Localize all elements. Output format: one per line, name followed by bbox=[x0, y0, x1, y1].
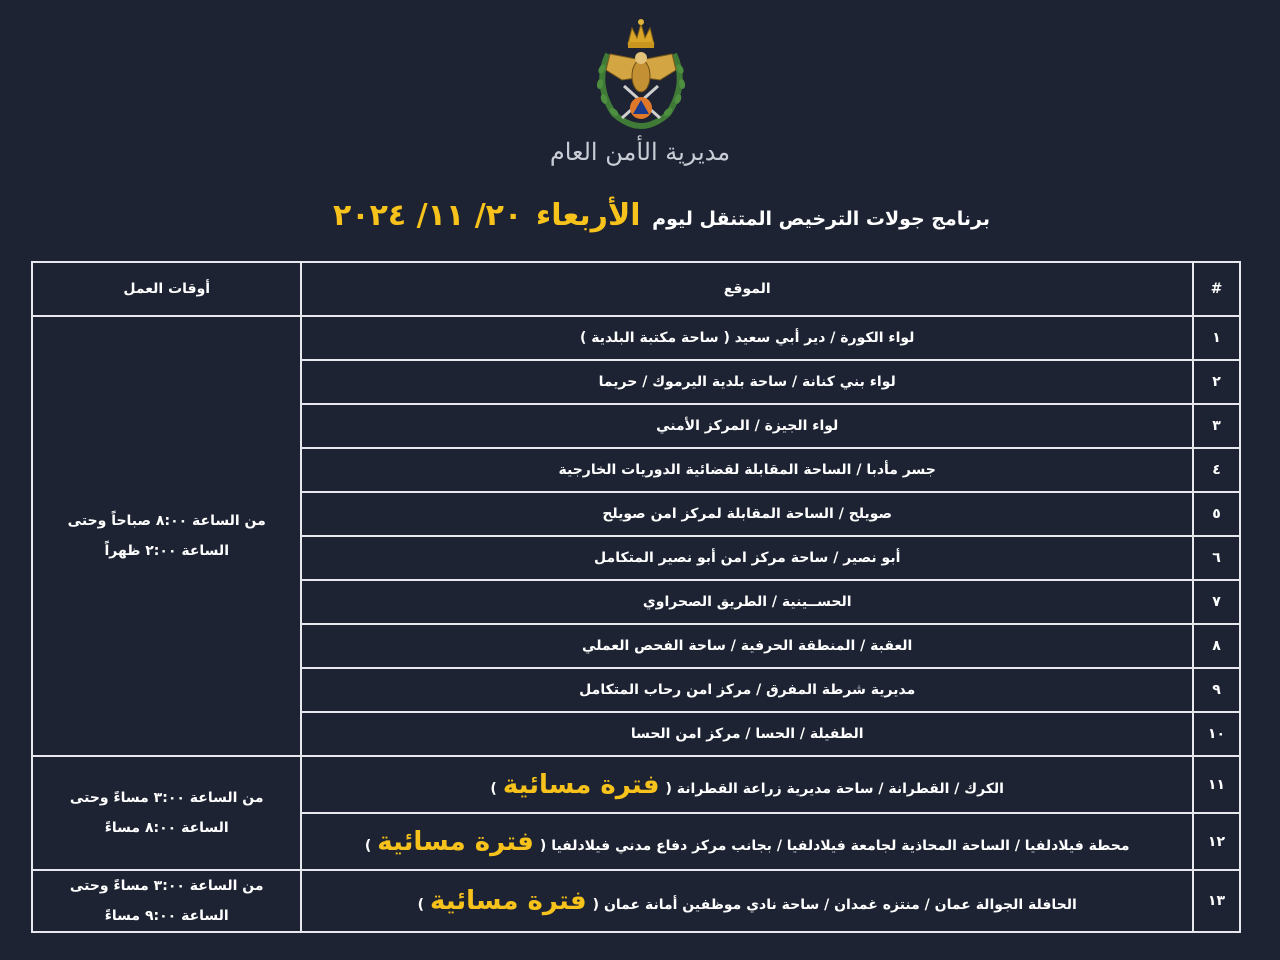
row-location: لواء الكورة / دير أبي سعيد ( ساحة مكتبة البلدية ) bbox=[301, 316, 1192, 360]
row-number: ١١ bbox=[1193, 756, 1240, 813]
table-header-row bbox=[32, 262, 1240, 316]
hours-evening-9 bbox=[32, 870, 301, 932]
row-location: لواء بني كنانة / ساحة بلدية اليرموك / حريما bbox=[301, 360, 1192, 404]
header-hours: أوقات العمل bbox=[32, 262, 301, 316]
table-row bbox=[32, 316, 1240, 360]
hours-line: الساعة ٨:٠٠ مساءً bbox=[104, 820, 229, 836]
row-location: العقبة / المنطقة الحرفية / ساحة الفحص العملي bbox=[301, 624, 1192, 668]
row-location: مديرية شرطة المفرق / مركز امن رحاب المتكامل bbox=[301, 668, 1192, 712]
row-number: ٩ bbox=[1193, 668, 1240, 712]
row-location-evening bbox=[301, 870, 1192, 932]
row-location: أبو نصير / ساحة مركز امن أبو نصير المتكامل bbox=[301, 536, 1192, 580]
title-day: الأربعاء bbox=[535, 198, 641, 233]
table-row bbox=[32, 870, 1240, 932]
row-number: ١٣ bbox=[1193, 870, 1240, 932]
evening-badge: فترة مسائية bbox=[502, 769, 660, 800]
hours-evening-8 bbox=[32, 756, 301, 870]
header-number: # bbox=[1193, 262, 1240, 316]
row-number: ٥ bbox=[1193, 492, 1240, 536]
row-number: ١٢ bbox=[1193, 813, 1240, 870]
row-location-evening bbox=[301, 756, 1192, 813]
row-number: ٧ bbox=[1193, 580, 1240, 624]
hours-line: الساعة ٩:٠٠ مساءً bbox=[104, 908, 229, 924]
row-location: الحســينية / الطريق الصحراوي bbox=[301, 580, 1192, 624]
schedule-table bbox=[31, 261, 1241, 933]
row-number: ٨ bbox=[1193, 624, 1240, 668]
row-location: محطة فيلادلفيا / الساحة المحاذية لجامعة فيلادلفيا / بجانب مركز دفاع مدني فيلادلفيا bbox=[551, 837, 1130, 854]
row-number: ٣ bbox=[1193, 404, 1240, 448]
title-lead: برنامج جولات الترخيص المتنقل ليوم bbox=[652, 208, 990, 230]
header-location: الموقع bbox=[301, 262, 1192, 316]
public-security-emblem bbox=[588, 14, 694, 132]
paren-close: ) bbox=[417, 897, 424, 913]
row-number: ٦ bbox=[1193, 536, 1240, 580]
hours-line: من الساعة ٣:٠٠ مساءً وحتى bbox=[69, 878, 264, 894]
paren-open: ( bbox=[665, 780, 672, 797]
evening-badge: فترة مسائية bbox=[377, 826, 534, 857]
row-location: الحافلة الجوالة عمان / منتزه غمدان / ساحة نادي موظفين أمانة عمان bbox=[603, 897, 1077, 913]
paren-open: ( bbox=[539, 837, 547, 854]
row-number: ١ bbox=[1193, 316, 1240, 360]
row-number: ٢ bbox=[1193, 360, 1240, 404]
organization-name: مديرية الأمن العام bbox=[549, 138, 731, 166]
page-title bbox=[240, 198, 990, 248]
row-location: صويلح / الساحة المقابلة لمركز امن صويلح bbox=[301, 492, 1192, 536]
paren-close: ) bbox=[364, 837, 372, 854]
title-date: ٢٠/ ١١/ ٢٠٢٤ bbox=[332, 198, 523, 233]
paren-close: ) bbox=[490, 780, 497, 797]
row-location: الطفيلة / الحسا / مركز امن الحسا bbox=[301, 712, 1192, 756]
row-number: ٤ bbox=[1193, 448, 1240, 492]
row-number: ١٠ bbox=[1193, 712, 1240, 756]
hours-morning bbox=[32, 316, 301, 756]
row-location: جسر مأدبا / الساحة المقابلة لقضائية الدوريات الخارجية bbox=[301, 448, 1192, 492]
table-row bbox=[32, 756, 1240, 813]
evening-badge: فترة مسائية bbox=[429, 886, 587, 916]
row-location-evening bbox=[301, 813, 1192, 870]
hours-line: من الساعة ٣:٠٠ مساءً وحتى bbox=[69, 790, 264, 806]
row-location: لواء الجيزة / المركز الأمني bbox=[301, 404, 1192, 448]
paren-open: ( bbox=[592, 897, 600, 913]
hours-line: من الساعة ٨:٠٠ صباحاً وحتى bbox=[67, 513, 266, 529]
hours-line: الساعة ٢:٠٠ ظهراً bbox=[104, 543, 229, 559]
row-location: الكرك / القطرانة / ساحة مديرية زراعة القطرانة bbox=[676, 780, 1004, 797]
